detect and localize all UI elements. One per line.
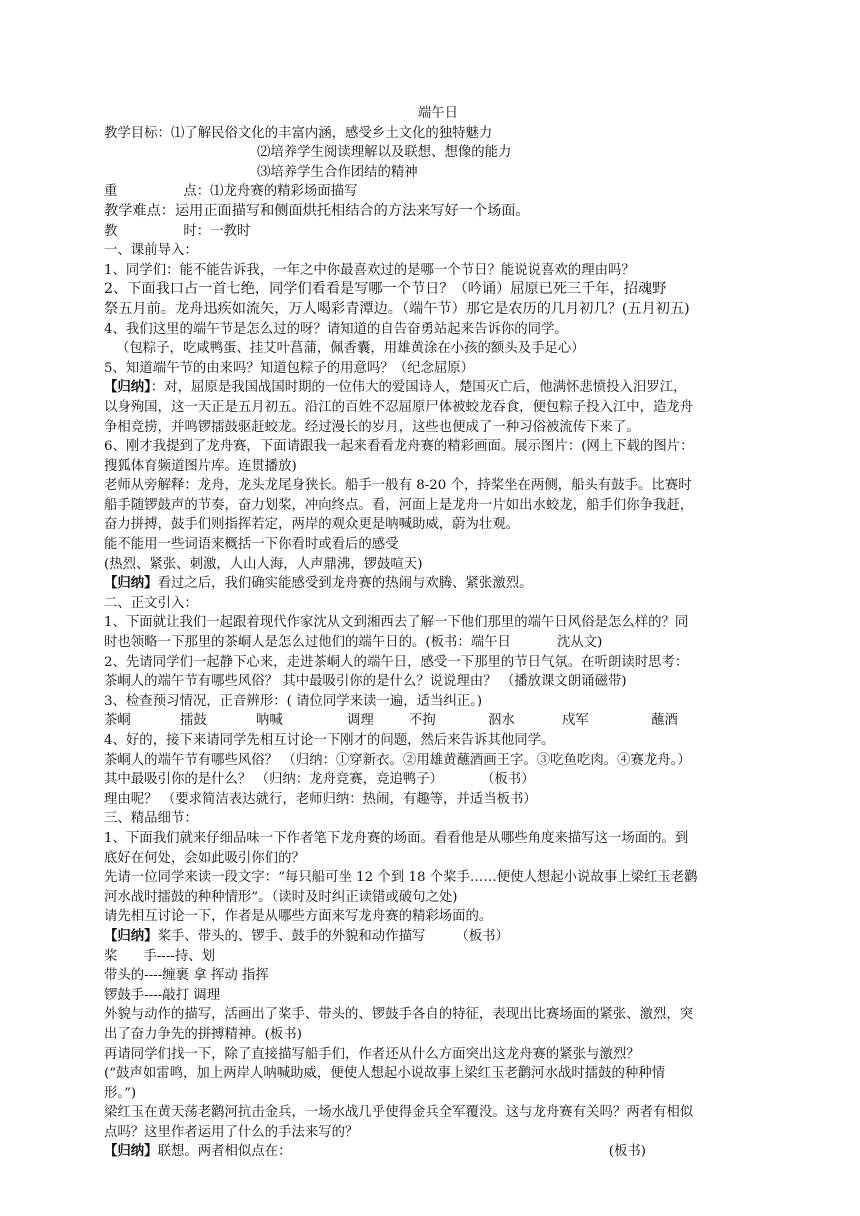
vocab-word: 调理	[347, 713, 374, 729]
paragraph: （包粽子，吃咸鸭蛋、挂艾叶菖蒲，佩香囊，用雄黄涂在小孩的额头及手足心）	[116, 341, 585, 357]
teaching-goals-label: 教学目标：	[104, 125, 171, 141]
paragraph: 河水战时擂鼓的种种情形”。（读时及时纠正读错或破句之处)	[104, 889, 458, 905]
vocab-word: 不拘	[409, 713, 436, 729]
summary-tag: 【归纳】	[104, 379, 151, 396]
summary-line	[104, 927, 772, 947]
paragraph: 茶峒人的端午节有哪些风俗？ 其中最吸引你的是什么？说说理由？ （播放课文朗诵磁带)	[104, 674, 627, 690]
board-text: 手----持、划	[143, 948, 216, 964]
vocab-word: 茶峒	[104, 713, 131, 729]
paragraph: 再请同学们找一下，除了直接描写船手们，作者还从什么方面突出这龙舟赛的紧张与激烈？	[104, 1046, 640, 1062]
summary-tag: 【归纳】	[104, 575, 158, 592]
key-point-label-a: 重	[104, 184, 118, 200]
paragraph: 5、知道端午节的由来吗？知道包粽子的用意吗？（纪念屈原）	[104, 360, 475, 376]
section-2-heading: 二、正文引入：	[104, 595, 198, 611]
difficulty-text: 运用正面描写和侧面烘托相结合的方法来写好一个场面。	[174, 202, 530, 219]
summary-text: 联想。两者相似点在：	[157, 1144, 292, 1160]
summary-tag: 【归纳】	[104, 1143, 158, 1160]
summary-content	[104, 1142, 291, 1162]
key-point-label-b: 点：	[183, 184, 211, 200]
paragraph: 形。”)	[104, 1085, 137, 1101]
paragraph: 2、先请同学们一起静下心来，走进茶峒人的端午日，感受一下那里的节日气氛。在听朗读时思考：	[104, 654, 689, 670]
difficulty-label: 教学难点：	[104, 202, 175, 219]
paragraph: 先请一位同学来读一段文字：“每只船可坐 12 个到 18 个桨手……便使人想起小说故事上梁红玉老鹳	[104, 870, 698, 886]
section-3-heading: 三、精品细节：	[104, 811, 198, 827]
paragraph: 能不能用一些词语来概括一下你看时或看后的感受	[104, 537, 399, 553]
vocab-word: 呐喊	[256, 713, 283, 729]
paragraph: 祭五月前。龙舟迅疾如流矢，万人喝彩青潭边。（端午节）那它是农历的几月初几？(五月初五)	[104, 300, 690, 317]
paragraph: 4、我们这里的端午节是怎么过的呀？请知道的自告奋勇站起来告诉你的同学。	[104, 321, 568, 337]
board-label: 桨	[104, 948, 118, 964]
paragraph: 6、刚才我提到了龙舟赛，下面请跟我一起来看看龙舟赛的精彩画面。展示图片：(网上下载的图片：	[104, 439, 694, 455]
paragraph: (“鼓声如雷鸣，加上两岸人呐喊助威，便使人想起小说故事上梁红玉老鹳河水战时擂鼓的种种情	[104, 1066, 666, 1082]
paragraph: 出了奋力争先的拼搏精神。(板书)	[104, 1026, 302, 1042]
time-label-a: 教	[104, 223, 118, 239]
vocab-word: 擂鼓	[180, 713, 207, 729]
board-note: （板书）	[481, 772, 535, 788]
summary-text: 看过之后，我们确实能感受到龙舟赛的热闹与欢腾、紧张激烈。	[157, 576, 533, 592]
paragraph: 4、好的，接下来请同学先相互讨论一下刚才的问题，然后来告诉其他同学。	[104, 733, 555, 748]
summary-text: ：对，屈原是我国战国时期的一位伟大的爱国诗人，楚国灭亡后，他满怀悲愤投入汨罗江，	[150, 380, 687, 396]
difficulty-line	[104, 202, 772, 222]
time-label-b: 时：	[183, 223, 211, 239]
vocab-word: 戍军	[562, 713, 589, 729]
paragraph: 3、检查预习情况，正音辨形：( 请位同学来读一遍，适当纠正。)	[104, 693, 483, 709]
paragraph: 1、下面我们就来仔细品味一下作者笔下龙舟赛的场面。看看他是从哪些角度来描写这一场面的。到	[104, 830, 689, 846]
paragraph: 奋力拼搏，鼓手们则指挥若定，两岸的观众更是呐喊助威，蔚为壮观。	[104, 517, 520, 533]
paragraph: 1、下面就让我们一起跟着现代作家沈从文到湘西去了解一下他们那里的端午日风俗是怎么样的？同	[104, 615, 689, 631]
paragraph-text: 时也领略一下那里的茶峒人是怎么过他们的端午日的。(板书：端午日	[104, 635, 511, 651]
paragraph: 点吗？这里作者运用了什么的手法来写的？	[104, 1124, 359, 1140]
summary-tag: 【归纳】	[104, 927, 158, 944]
board-line-drummers: 锣鼓手----敲打 调理	[104, 987, 221, 1003]
paragraph: 争相竞捞，并鸣锣擂鼓驱赶蛟龙。经过漫长的岁月，这些也便成了一种习俗被流传下来了。	[104, 419, 640, 435]
paragraph: 请先相互讨论一下，作者是从哪些方面来写龙舟赛的精彩场面的。	[104, 909, 493, 925]
paragraph: 以身殉国，这一天正是五月初五。沿江的百姓不忍屈原尸体被蛟龙吞食，便包粽子投入江中，造龙舟	[104, 399, 694, 415]
paragraph: 理由呢？ （要求简洁表达就行，老师归纳：热闹，有趣等，并适当板书）	[104, 791, 537, 807]
key-point-line	[104, 182, 772, 202]
time-text: 一教时	[210, 223, 251, 239]
lesson-plan-document	[104, 104, 772, 1162]
paragraph: 2、下面我口占一首七绝，同学们看看是写哪一个节日？（吟诵）屈原已死三千年，招魂野	[104, 281, 667, 298]
paragraph: 老师从旁解释：龙舟，龙头龙尾身狭长。船手一般有 8-20 个，持桨坐在两侧，船头有鼓手。比赛时	[104, 478, 692, 494]
paragraph: 梁红玉在黄天荡老鹳河抗击金兵，一场水战几乎使得金兵全军覆没。这与龙舟赛有关吗？两者有相似	[104, 1105, 694, 1121]
paragraph: (热烈、紧张、刺激，人山人海，人声鼎沸，锣鼓喧天)	[104, 556, 423, 572]
vocabulary-row	[104, 711, 772, 731]
paragraph: 外貌与动作的描写，活画出了桨手、带头的、锣鼓手各自的特征，表现出比赛场面的紧张、激烈，突	[104, 1007, 694, 1023]
teaching-goals-line-1	[104, 124, 772, 144]
board-note: 沈从文)	[556, 635, 603, 651]
paragraph: 茶峒人的端午节有哪些风俗？ （归纳：①穿新衣。②用雄黄蘸酒画王字。③吃鱼吃肉。④赛龙舟。）	[104, 752, 691, 768]
section-1-heading: 一、课前导入：	[104, 243, 198, 259]
summary-line	[104, 378, 772, 398]
paragraph-with-board-note	[104, 770, 772, 790]
paragraph-text: 其中最吸引你的是什么？ （归纳：龙舟竞赛，竞追鸭子）	[104, 772, 444, 788]
board-line-oarsmen	[104, 947, 772, 967]
summary-line	[104, 574, 772, 594]
paragraph: 搜狐体育频道图片库。连贯播放)	[104, 458, 297, 474]
teaching-goal-3: ⑶培养学生合作团结的精神	[257, 164, 418, 180]
paragraph: 底好在何处，会如此吸引你们的？	[104, 850, 305, 866]
key-point-text: ⑴龙舟赛的精彩场面描写	[210, 184, 358, 200]
summary-line	[104, 1142, 772, 1162]
vocab-word: 蘸酒	[651, 713, 678, 729]
teaching-goal-1: ⑴了解民俗文化的丰富内涵，感受乡土文化的独特魅力	[170, 125, 493, 141]
board-note: (板书)	[608, 1144, 646, 1160]
board-note: （板书）	[455, 928, 509, 944]
paragraph: 1、同学们：能不能告诉我，一年之中你最喜欢过的是哪一个节日？能说说喜欢的理由吗？	[104, 262, 635, 278]
paragraph-with-board-note	[104, 633, 772, 653]
summary-text: 桨手、带头的、锣手、鼓手的外貌和动作描写	[157, 928, 426, 944]
time-line	[104, 222, 772, 242]
teaching-goal-2: ⑵培养学生阅读理解以及联想、想像的能力	[257, 145, 512, 161]
vocab-word: 泅水	[488, 713, 515, 729]
board-line-leader: 带头的----缠裹 拿 挥动 指挥	[104, 968, 269, 984]
paragraph: 船手随锣鼓声的节奏，奋力划桨，冲向终点。看，河面上是龙舟一片如出水蛟龙，船手们你争我赶，	[104, 497, 694, 513]
document-title: 端午日	[417, 106, 459, 121]
